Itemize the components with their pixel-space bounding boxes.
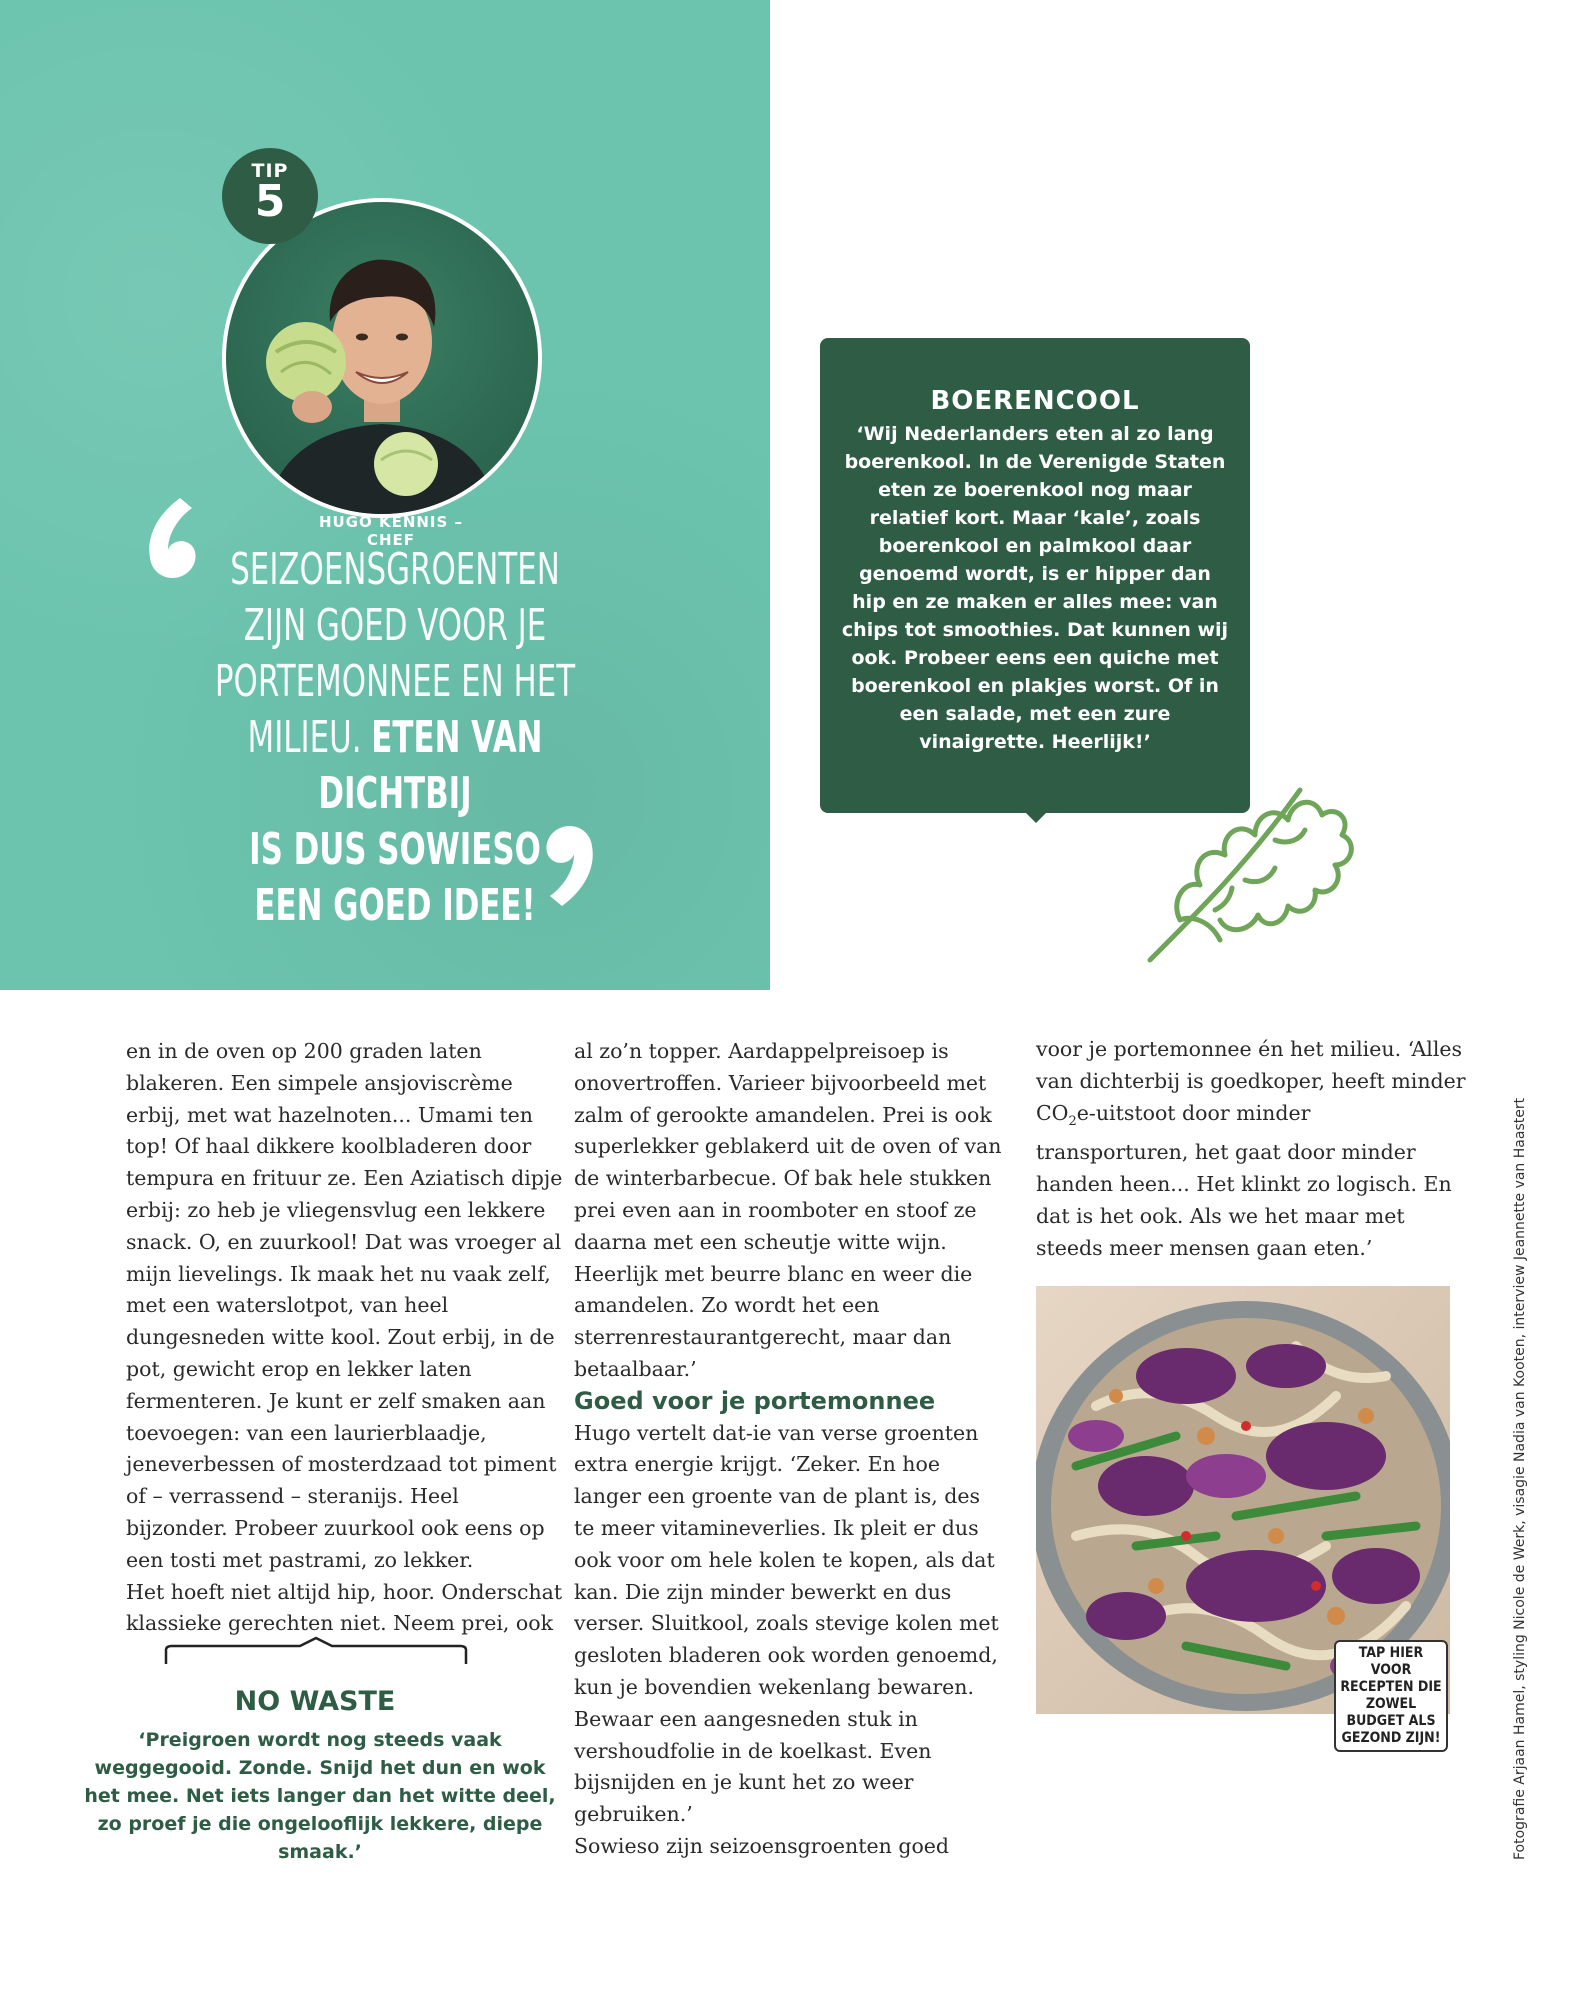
chef-credit: HUGO KENNIS – CHEF <box>318 513 464 549</box>
photo-credits: Fotografie Arjaan Hamel, styling Nicole de Werk, visagie Nadia van Kooten, interview Jeannette van Haastert <box>1512 1097 1528 1860</box>
quote-line-2: ZIJN GOED VOOR JE <box>243 600 547 651</box>
quote-line-1: SEIZOENSGROENTEN <box>230 544 560 595</box>
quote-close-icon <box>540 818 596 910</box>
boerenkool-body: ‘Wij Nederlanders eten al zo lang boerenkool. In de Verenigde Staten eten ze boerenkool nog maar relatief kort. Maar ‘kale’, zoals boerenkool en palmkool daar genoemd wordt, is er hipper dan hip en ze maken er alles mee: van chips tot smoothies. Dat kunnen wij ook. Probeer eens een quiche met boerenkool en plakjes worst. Of in een salade, met een zure vinaigrette. Heerlijk!’ <box>841 423 1229 753</box>
chef-photo <box>222 198 542 518</box>
column2-paragraph-2: Hugo vertelt dat-ie van verse groenten extra energie krijgt. ‘Zeker. En hoe langer een groente van de plant is, des te meer vitamineverlies. Ik pleit er dus ook voor om hele kolen te kopen, als dat kan. Die zijn minder bewerkt en dus verser. Sluitkool, zoals stevige kolen met gesloten bladeren ook worden genoemd, kun je bovendien wekenlang bewaren. Bewaar een aangesneden stuk in vershoudfolie in de koelkast. Even bijsnijden en je kunt het zo weer gebruiken.’ <box>574 1420 999 1827</box>
nowaste-body: ‘Preigroen wordt nog steeds vaak weggegooid. Zonde. Snijd het dun en wok het mee. Net iets langer dan het witte deel, zo proef je die ongelooflijk lekkere, diepe smaak.’ <box>84 1729 556 1863</box>
tip-number: 5 <box>254 176 286 227</box>
quote-line-3: PORTEMONNEE EN HET <box>214 656 576 707</box>
quote-line-6: EEN GOED IDEE! <box>254 880 536 931</box>
nowaste-title: NO WASTE <box>234 1686 396 1717</box>
column3-paragraph-1 <box>1036 1034 1466 1265</box>
quote-bold-inline: ETEN VAN DICHTBIJ <box>318 712 543 819</box>
column1-paragraph-1: en in de oven op 200 graden laten blakeren. Een simpele ansjoviscrème erbij, met wat hazelnoten... Umami ten top! Of haal dikkere koolbladeren door tempura en frituur ze. Een Aziatisch dipje erbij: zo heb je vliegensvlug een lekkere snack. O, en zuurkool! Dat was vroeger al mijn lievelings. Ik maak het nu vaak zelf, met een waterslotpot, van heel dungesneden witte kool. Zout erbij, in de pot, gewicht erop en lekker laten fermenteren. Je kunt er zelf smaken aan toevoegen: van een laurierblaadje, jeneverbessen of mosterdzaad tot piment of – verrassend – steranijs. Heel bijzonder. Probeer zuurkool ook eens op een tosti met pastrami, zo lekker. <box>126 1039 563 1572</box>
kale-leaf-icon <box>1130 740 1370 970</box>
article-column-3 <box>1036 1034 1466 1265</box>
subhead-portemonnee: Goed voor je portemonnee <box>574 1386 936 1415</box>
quote-line-5: IS DUS SOWIESO <box>249 824 541 875</box>
article-column-1 <box>126 1036 566 1640</box>
column2-paragraph-3: Sowieso zijn seizoensgroenten goed <box>574 1833 950 1858</box>
chef-illustration <box>226 202 538 514</box>
column3-text-b: e-uitstoot door minder transporturen, het gaat door minder handen heen... Het klinkt zo logisch. En dat is het ook. Als we het maar met steeds meer mensen gaan eten.’ <box>1036 1100 1452 1260</box>
column1-paragraph-2: Het hoeft niet altijd hip, hoor. Onderschat klassieke gerechten niet. Neem prei, ook <box>126 1579 563 1636</box>
nowaste-bracket <box>164 1636 468 1666</box>
co2-subscript: 2 <box>1068 1113 1077 1129</box>
pull-quote <box>204 542 586 934</box>
box-notch <box>1025 812 1047 823</box>
column3-text-a: voor je portemonnee én het milieu. ‘Alles van dichterbij is goedkoper, heeft minder CO <box>1036 1037 1466 1125</box>
tip-word: TIP <box>251 160 289 182</box>
boerenkool-title: BOERENCOOL <box>930 386 1140 416</box>
article-column-2 <box>574 1036 1004 1863</box>
column2-paragraph-1: al zo’n topper. Aardappelpreisoep is onovertroffen. Varieer bijvoorbeeld met zalm of gerookte amandelen. Prei is ook superlekker geblakerd uit de oven of van de winterbarbecue. Of bak hele stukken prei even aan in roomboter en stoof ze daarna met een scheutje witte wijn. Heerlijk met beurre blanc en weer die amandelen. Zo wordt het een sterrenrestaurantgerecht, maar dan betaalbaar.’ <box>574 1039 1002 1381</box>
quote-open-icon <box>146 494 206 584</box>
tip-badge <box>222 148 318 244</box>
tap-recipes-badge[interactable]: TAP HIER VOOR RECEPTEN DIE ZOWEL BUDGET ALS GEZOND ZIJN! <box>1334 1640 1448 1752</box>
quote-line-4: MILIEU. <box>247 712 362 763</box>
